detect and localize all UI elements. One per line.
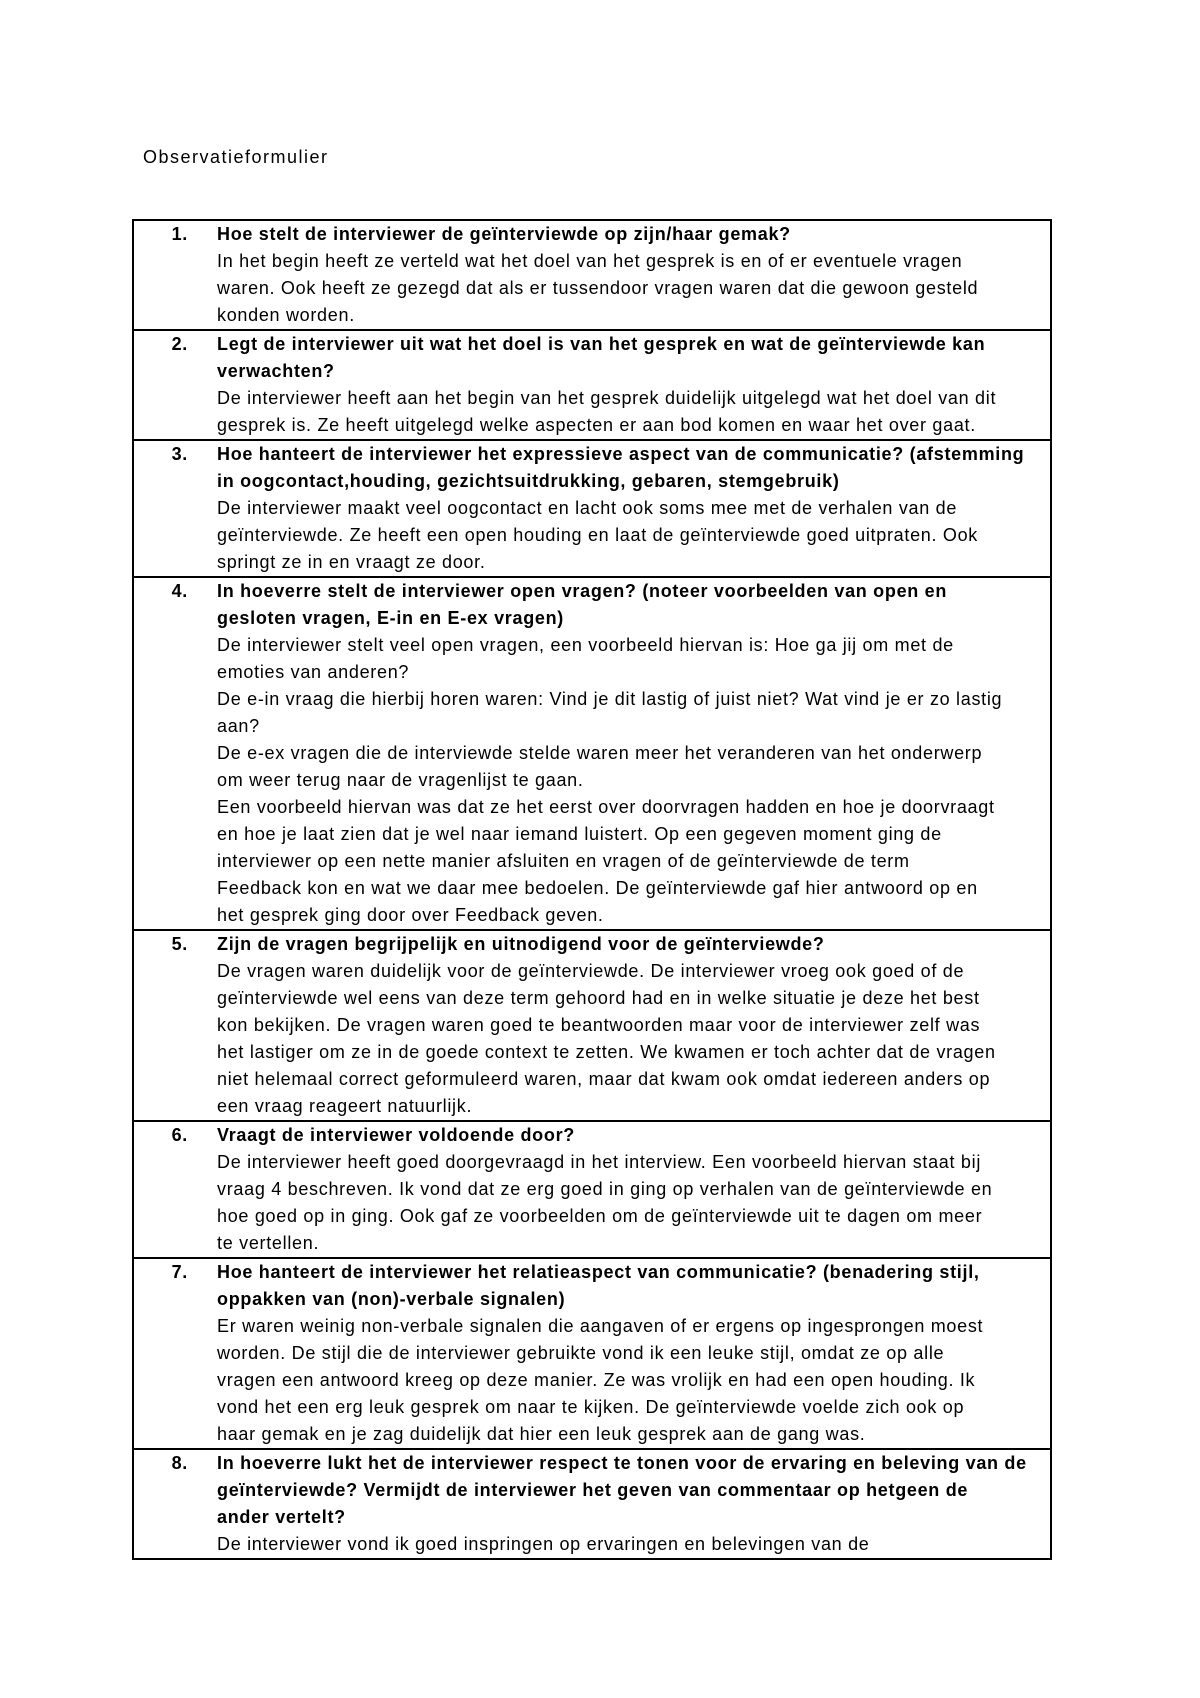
question-text <box>217 578 1050 632</box>
answer-line: hoe goed op in ging. Ook gaf ze voorbeelden om de geïnterviewde uit te dagen om meer <box>217 1206 983 1226</box>
question-number: 2. <box>171 334 188 354</box>
answer-line: vraag 4 beschreven. Ik vond dat ze erg goed in ging op verhalen van de geïnterviewde en <box>217 1179 993 1199</box>
question-block <box>217 221 1050 329</box>
answer-line: worden. De stijl die de interviewer gebruikte vond ik een leuke stijl, omdat ze op alle <box>217 1343 945 1363</box>
answer-line: gesprek is. Ze heeft uitgelegd welke aspecten er aan bod komen en waar het over gaat. <box>217 415 976 435</box>
question-block <box>217 578 1050 929</box>
question-line: Hoe hanteert de interviewer het relatieaspect van communicatie? (benadering stijl, <box>217 1262 980 1282</box>
answer-line: In het begin heeft ze verteld wat het doel van het gesprek is en of er eventuele vragen <box>217 251 963 271</box>
answer-line: om weer terug naar de vragenlijst te gaan. <box>217 770 584 790</box>
question-row-8 <box>134 1448 1050 1558</box>
question-number: 5. <box>171 934 188 954</box>
answer-line: vragen een antwoord kreeg op deze manier. Ze was vrolijk en had een open houding. Ik <box>217 1370 976 1390</box>
question-number: 6. <box>171 1125 188 1145</box>
question-text <box>217 221 1050 248</box>
question-text <box>217 1450 1050 1531</box>
answer-line: kon bekijken. De vragen waren goed te beantwoorden maar voor de interviewer zelf was <box>217 1015 981 1035</box>
question-line: verwachten? <box>217 361 335 381</box>
question-line: In hoeverre lukt het de interviewer respect te tonen voor de ervaring en beleving van de <box>217 1453 1027 1473</box>
question-text <box>217 441 1050 495</box>
answer-line: geïnterviewde wel eens van deze term gehoord had en in welke situatie je deze het best <box>217 988 980 1008</box>
question-number: 8. <box>171 1453 188 1473</box>
answer-line: waren. Ook heeft ze gezegd dat als er tussendoor vragen waren dat die gewoon gesteld <box>217 278 979 298</box>
question-line: geïnterviewde? Vermijdt de interviewer het geven van commentaar op hetgeen de <box>217 1480 969 1500</box>
observation-table <box>132 219 1052 1560</box>
question-row-4 <box>134 576 1050 929</box>
question-row-7 <box>134 1257 1050 1448</box>
page-title: Observatieformulier <box>143 147 329 167</box>
answer-line: het gesprek ging door over Feedback geven. <box>217 905 604 925</box>
answer-text <box>217 248 1050 329</box>
question-row-3 <box>134 439 1050 576</box>
question-row-1 <box>134 221 1050 329</box>
answer-line: De vragen waren duidelijk voor de geïnterviewde. De interviewer vroeg ook goed of de <box>217 961 965 981</box>
answer-line: De interviewer heeft goed doorgevraagd in het interview. Een voorbeeld hiervan staat bij <box>217 1152 982 1172</box>
answer-line: emoties van anderen? <box>217 662 410 682</box>
answer-line: Er waren weinig non-verbale signalen die aangaven of er ergens op ingesprongen moest <box>217 1316 984 1336</box>
answer-line: konden worden. <box>217 305 355 325</box>
question-line: Legt de interviewer uit wat het doel is van het gesprek en wat de geïnterviewde kan <box>217 334 986 354</box>
answer-line: aan? <box>217 716 260 736</box>
answer-line: en hoe je laat zien dat je wel naar iemand luistert. Op een gegeven moment ging de <box>217 824 942 844</box>
answer-line: Feedback kon en wat we daar mee bedoelen. De geïnterviewde gaf hier antwoord op en <box>217 878 978 898</box>
question-number: 4. <box>171 581 188 601</box>
answer-text <box>217 385 1050 439</box>
question-block <box>217 331 1050 439</box>
answer-line: De interviewer maakt veel oogcontact en lacht ook soms mee met de verhalen van de <box>217 498 958 518</box>
question-line: Hoe hanteert de interviewer het expressieve aspect van de communicatie? (afstemming <box>217 444 1025 464</box>
question-number: 1. <box>171 224 188 244</box>
question-row-5 <box>134 929 1050 1120</box>
question-text <box>217 1259 1050 1313</box>
answer-line: De interviewer vond ik goed inspringen op ervaringen en belevingen van de <box>217 1534 870 1554</box>
answer-line: springt ze in en vraagt ze door. <box>217 552 486 572</box>
question-line: gesloten vragen, E-in en E-ex vragen) <box>217 608 564 628</box>
question-line: ander vertelt? <box>217 1507 346 1527</box>
question-block <box>217 1450 1050 1558</box>
question-block <box>217 1259 1050 1448</box>
answer-line: geïnterviewde. Ze heeft een open houding en laat de geïnterviewde goed uitpraten. Ook <box>217 525 978 545</box>
question-text <box>217 931 1050 958</box>
question-text <box>217 1122 1050 1149</box>
answer-text <box>217 632 1050 929</box>
answer-text <box>217 1149 1050 1257</box>
answer-line: haar gemak en je zag duidelijk dat hier een leuk gesprek aan de gang was. <box>217 1424 866 1444</box>
question-line: in oogcontact,houding, gezichtsuitdrukking, gebaren, stemgebruik) <box>217 471 840 491</box>
question-text <box>217 331 1050 385</box>
question-line: Hoe stelt de interviewer de geïnterviewde op zijn/haar gemak? <box>217 224 791 244</box>
question-block <box>217 1122 1050 1257</box>
answer-line: een vraag reageert natuurlijk. <box>217 1096 473 1116</box>
question-number: 3. <box>171 444 188 464</box>
answer-line: niet helemaal correct geformuleerd waren, maar dat kwam ook omdat iedereen anders op <box>217 1069 991 1089</box>
answer-text <box>217 1531 1050 1558</box>
answer-line: Een voorbeeld hiervan was dat ze het eerst over doorvragen hadden en hoe je doorvraagt <box>217 797 995 817</box>
question-number: 7. <box>171 1262 188 1282</box>
answer-line: De interviewer stelt veel open vragen, een voorbeeld hiervan is: Hoe ga jij om met de <box>217 635 954 655</box>
question-line: oppakken van (non)-verbale signalen) <box>217 1289 566 1309</box>
answer-text <box>217 958 1050 1120</box>
answer-text <box>217 1313 1050 1448</box>
answer-line: vond het een erg leuk gesprek om naar te kijken. De geïnterviewde voelde zich ook op <box>217 1397 965 1417</box>
question-block <box>217 441 1050 576</box>
question-line: Vraagt de interviewer voldoende door? <box>217 1125 575 1145</box>
answer-line: interviewer op een nette manier afsluiten en vragen of de geïnterviewde de term <box>217 851 910 871</box>
answer-line: De e-ex vragen die de interviewde stelde waren meer het veranderen van het onderwerp <box>217 743 983 763</box>
answer-line: het lastiger om ze in de goede context te zetten. We kwamen er toch achter dat de vragen <box>217 1042 996 1062</box>
answer-text <box>217 495 1050 576</box>
question-line: In hoeverre stelt de interviewer open vragen? (noteer voorbeelden van open en <box>217 581 948 601</box>
question-row-6 <box>134 1120 1050 1257</box>
question-line: Zijn de vragen begrijpelijk en uitnodigend voor de geïnterviewde? <box>217 934 825 954</box>
answer-line: De interviewer heeft aan het begin van het gesprek duidelijk uitgelegd wat het doel van dit <box>217 388 997 408</box>
question-row-2 <box>134 329 1050 439</box>
answer-line: De e-in vraag die hierbij horen waren: Vind je dit lastig of juist niet? Wat vind je er zo lastig <box>217 689 1003 709</box>
question-block <box>217 931 1050 1120</box>
answer-line: te vertellen. <box>217 1233 320 1253</box>
